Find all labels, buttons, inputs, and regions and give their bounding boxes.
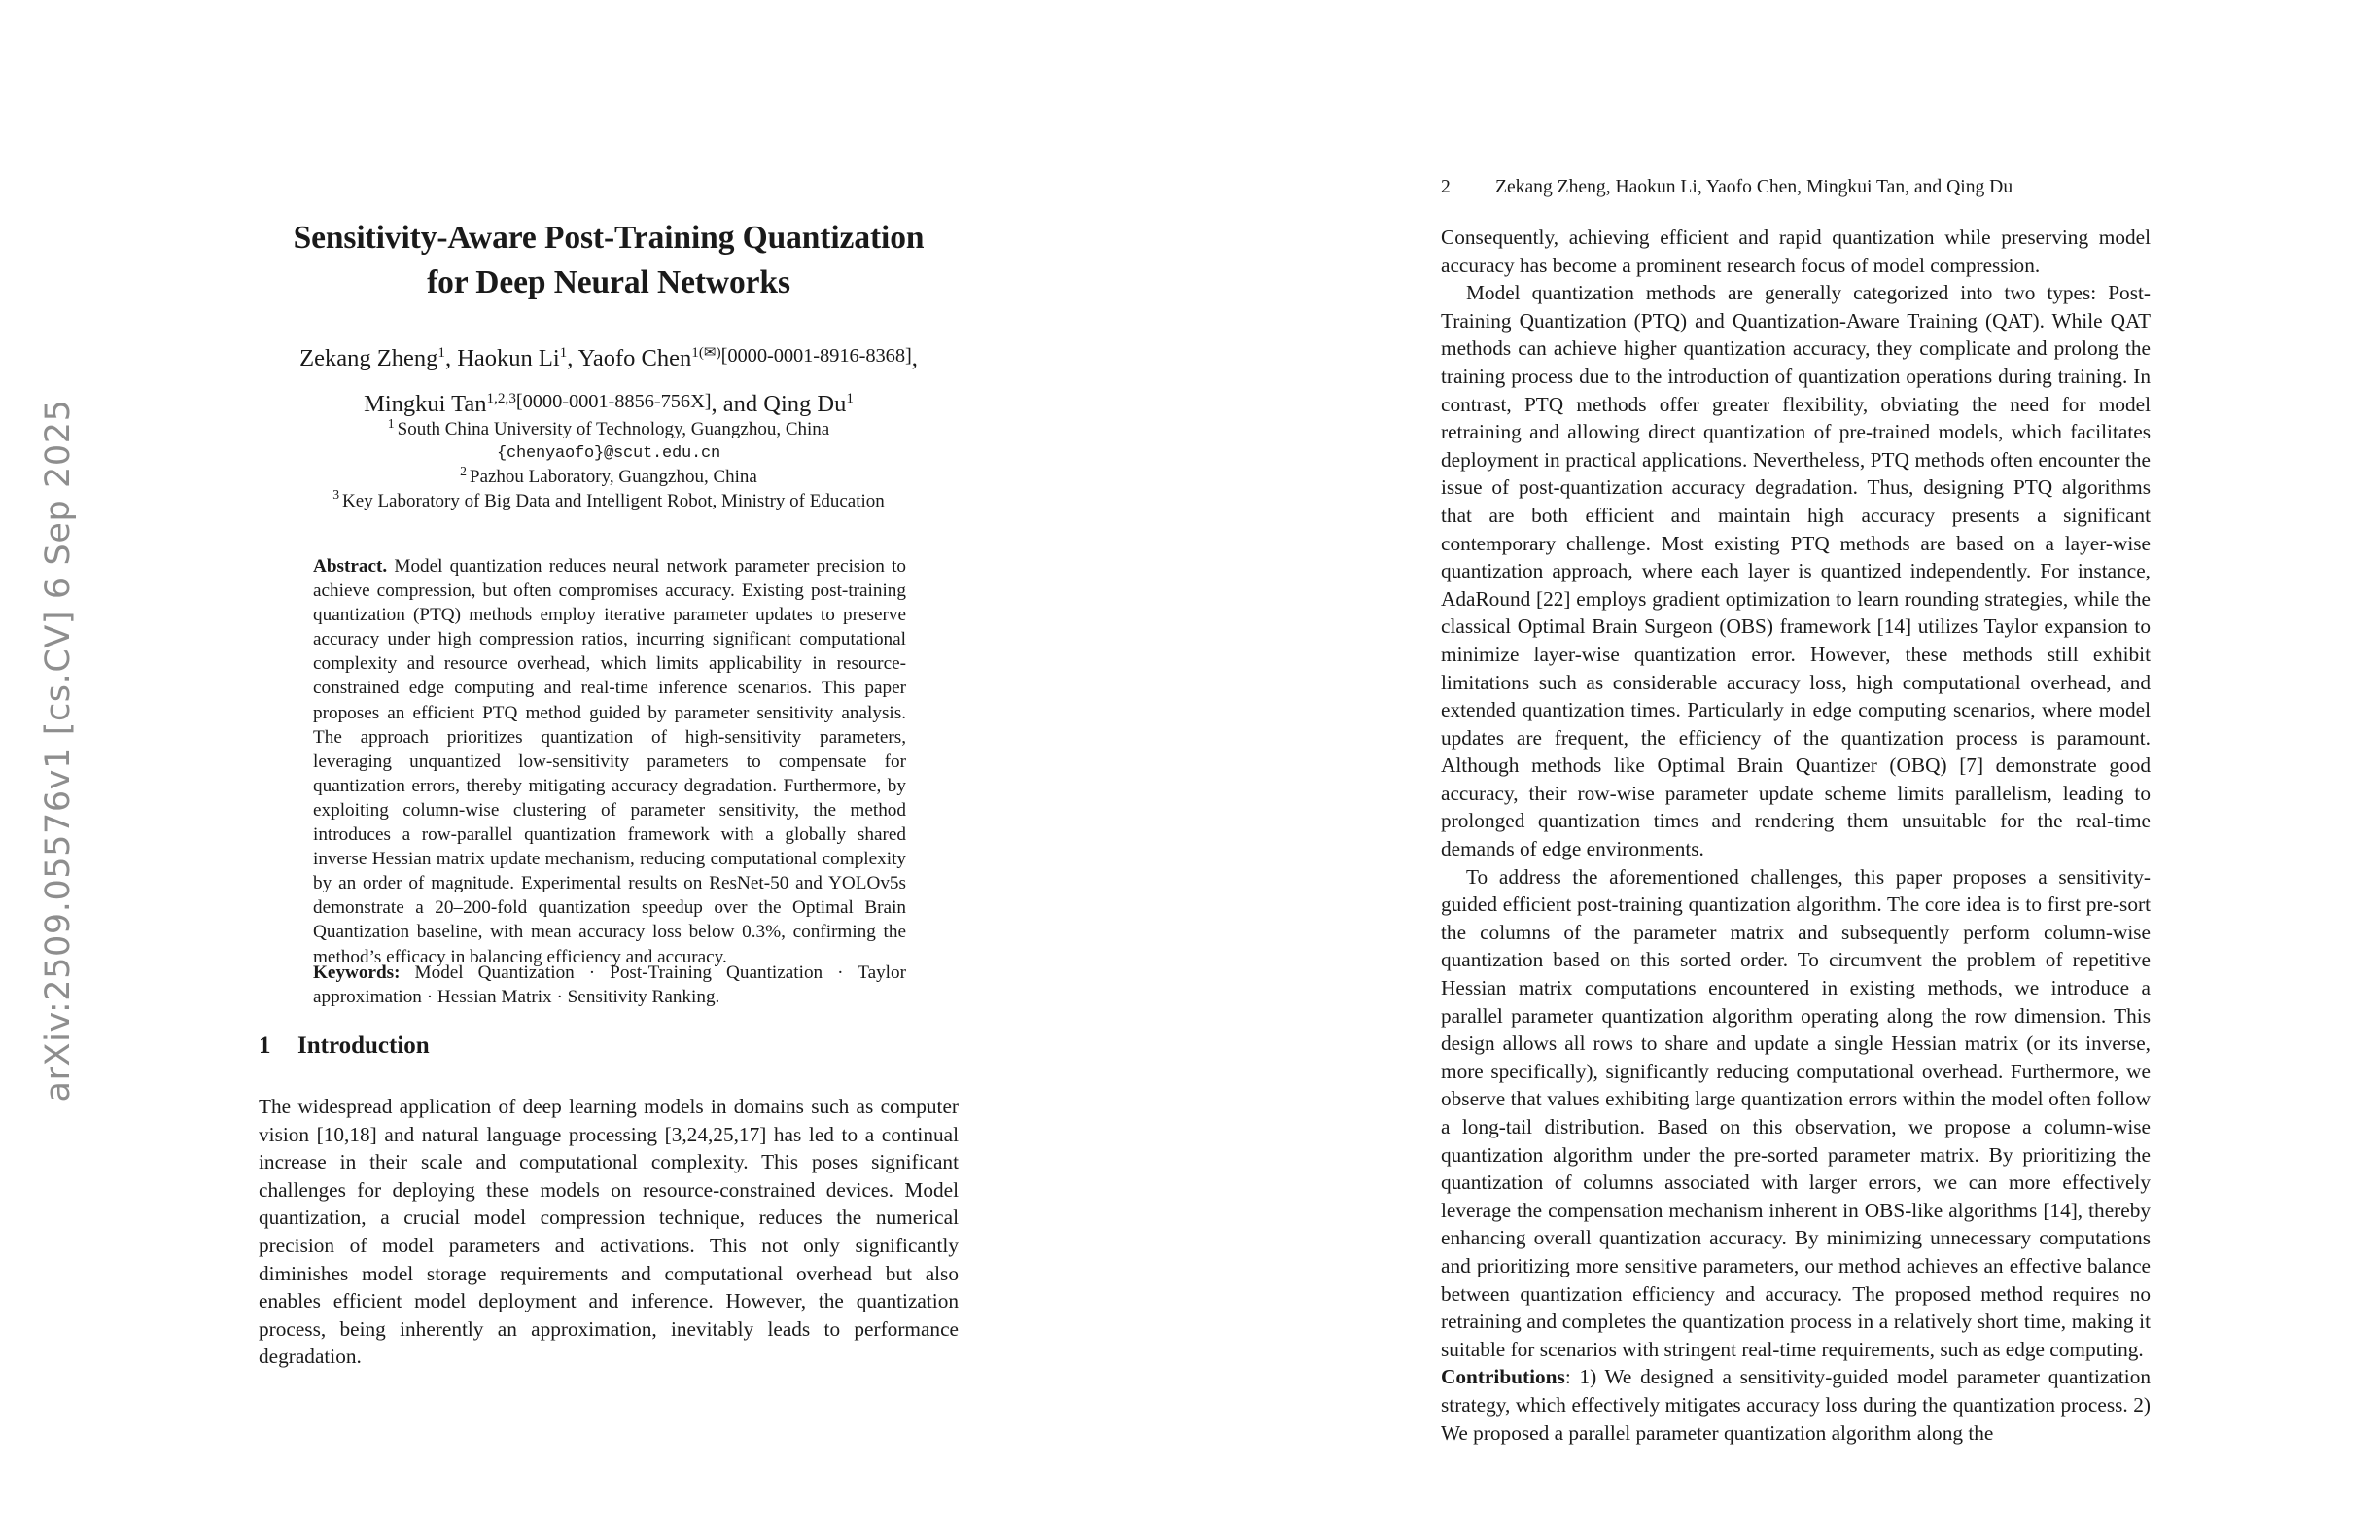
contributions-label: Contributions — [1441, 1365, 1565, 1389]
introduction-body — [259, 1093, 959, 1371]
affiliation-1-text: South China University of Technology, Guangzhou, China — [397, 419, 830, 439]
arxiv-stamp-text: arXiv:2509.05576v1 [cs.CV] 6 Sep 2025 — [39, 399, 78, 1102]
affiliation-1-marker: 1 — [387, 415, 395, 431]
right-column — [1441, 0, 2151, 1540]
title-line-1: Sensitivity-Aware Post-Training Quantization — [293, 220, 925, 256]
author-4-name: Mingkui Tan — [364, 391, 487, 417]
contact-email: {chenyaofo}@scut.edu.cn — [496, 443, 721, 463]
author-sep-3: , — [911, 345, 918, 371]
running-head-authors: Zekang Zheng, Haokun Li, Yaofo Chen, Mingkui Tan, and Qing Du — [1495, 177, 2013, 197]
affiliation-1 — [259, 415, 959, 442]
page-number: 2 — [1441, 177, 1451, 197]
right-paragraph-2: Model quantization methods are generally categorized into two types: Post-Training Quantization (PTQ) and Quantization-Aware Training (QAT). While QAT methods can achieve higher quantization accuracy, they complicate and prolong the training process due to the introduction of quantization operations during training. In contrast, PTQ methods offer greater flexibility, obviating the need for model retraining and allowing direct quantization of pre-trained models, which facilitates deployment in practical applications. Nevertheless, PTQ methods often encounter the issue of post-quantization accuracy degradation. Thus, designing PTQ algorithms that are both efficient and maintain high accuracy presents a significant contemporary challenge. Most existing PTQ methods are based on a layer-wise quantization approach, where each layer is quantized independently. For instance, AdaRound [22] employs gradient optimization to learn rounding strategies, while the classical Optimal Brain Surgeon (OBS) framework [14] utilizes Taylor expansion to minimize layer-wise quantization error. However, these methods still exhibit limitations such as considerable accuracy loss, high computational overhead, and extended quantization times. Particularly in edge computing scenarios, where model updates are frequent, the efficiency of the quantization process is paramount. Although methods like Optimal Brain Quantizer (OBQ) [7] demonstrate good accuracy, their row-wise parameter update scheme limits parallelism, leading to prolonged quantization times and rendering them unsuitable for the real-time demands of edge environments. — [1441, 281, 2151, 861]
author-4-orcid: [0000-0001-8856-756X] — [515, 391, 712, 412]
affiliation-2-marker: 2 — [460, 463, 467, 478]
author-3-name: Yaofo Chen — [578, 345, 692, 371]
author-5-name: Qing Du — [763, 391, 847, 417]
author-1-affil-marker: 1 — [438, 343, 445, 361]
abstract-text: Model quantization reduces neural network parameter precision to achieve compression, but often compromises accuracy. Existing post-training quantization (PTQ) methods employ iterative parameter updates to preserve accuracy under high compression ratios, incurring significant computational complexity and resource overhead, which limits applicability in resource-constrained edge computing and real-time inference scenarios. This paper proposes an efficient PTQ method guided by parameter sensitivity analysis. The approach prioritizes quantization of high-sensitivity parameters, leveraging unquantized low-sensitivity parameters to compensate for quantization errors, thereby mitigating accuracy degradation. Furthermore, by exploiting column-wise clustering of parameter sensitivity, the method introduces a row-parallel quantization framework with a globally shared inverse Hessian matrix update mechanism, reducing computational complexity by an order of magnitude. Experimental results on ResNet-50 and YOLOv5s demonstrate a 20–200-fold quantization speedup over the Optimal Brain Quantization baseline, with mean accuracy loss below 0.3%, confirming the method’s efficacy in balancing efficiency and accuracy. — [313, 556, 906, 967]
right-column-body — [1441, 224, 2151, 1447]
affiliation-3-text: Key Laboratory of Big Data and Intelligent Robot, Ministry of Education — [342, 490, 885, 511]
section-heading-introduction — [259, 1032, 959, 1060]
right-paragraph-1: Consequently, achieving efficient and rapid quantization while preserving model accuracy has become a prominent research focus of model compression. — [1441, 226, 2151, 277]
contributions-paragraph — [1441, 1363, 2151, 1447]
paper-title — [259, 216, 959, 305]
author-2-name: Haokun Li — [457, 345, 560, 371]
keywords-section — [313, 961, 906, 1009]
intro-paragraph-1: The widespread application of deep learning models in domains such as computer vision [10,18] and natural language processing [3,24,25,17] has led to a continual increase in their scale and computational complexity. This poses significant challenges for deploying these models on resource-constrained devices. Model quantization, a crucial model compression technique, reduces the numerical precision of model parameters and activations. This not only significantly diminishes model storage requirements and computational overhead but also enables efficient model deployment and inference. However, the quantization process, being inherently an approximation, inevitably leads to performance degradation. — [259, 1095, 959, 1369]
author-1-name: Zekang Zheng — [299, 345, 438, 371]
author-connector: , and — [711, 391, 764, 417]
author-sep-2: , — [567, 345, 578, 371]
affiliation-2 — [259, 463, 959, 490]
arxiv-stamp — [0, 0, 117, 1540]
corresponding-author-envelope-icon: (✉) — [698, 343, 721, 361]
running-head — [1441, 177, 2151, 198]
affiliation-3-marker: 3 — [332, 487, 340, 503]
contributions-text: : 1) We designed a sensitivity-guided model parameter quantization strategy, which effectively mitigates accuracy loss during the quantization process. 2) We proposed a parallel parameter quantization algorithm along the — [1441, 1365, 2151, 1445]
left-column — [259, 0, 959, 1540]
author-4-affil-marker: 1,2,3 — [486, 389, 516, 406]
affiliation-2-text: Pazhou Laboratory, Guangzhou, China — [470, 467, 757, 487]
keywords-label: Keywords: — [313, 962, 401, 983]
author-sep-1: , — [444, 345, 458, 371]
right-paragraph-3: To address the aforementioned challenges, this paper proposes a sensitivity-guided efficient post-training quantization algorithm. The core idea is to first pre-sort the columns of the parameter matrix and subsequently perform column-wise quantization based on this sorted order. To circumvent the problem of repetitive Hessian matrix computations encountered in existing methods, we introduce a parallel parameter quantization algorithm operating along the row dimension. This design allows all rows to share and update a single Hessian matrix (or its inverse, more specifically), significantly reducing computational overhead. Furthermore, we observe that values exhibiting large quantization errors within the model often follow a long-tail distribution. Based on this observation, we propose a column-wise quantization algorithm under the pre-sorted parameter matrix. By prioritizing the quantization of columns associated with larger errors, we can more effectively leverage the compensation mechanism inherent in OBS-like algorithms [14], thereby enhancing overall quantization accuracy. By minimizing unnecessary computations and prioritizing more sensitive parameters, our method achieves an effective balance between quantization efficiency and accuracy. The proposed method requires no retraining and completes the quantization process in a relatively short time, making it suitable for scenarios with stringent real-time requirements, such as edge computing. — [1441, 864, 2151, 1361]
author-list — [259, 334, 959, 426]
abstract-section — [313, 554, 906, 969]
keywords-text: Model Quantization · Post-Training Quantization · Taylor approximation · Hessian Matrix · Sensitivity Ranking. — [313, 962, 907, 1008]
abstract-label: Abstract. — [313, 556, 388, 577]
author-2-affil-marker: 1 — [559, 343, 568, 361]
title-line-2: for Deep Neural Networks — [427, 264, 790, 300]
author-3-orcid: [0000-0001-8916-8368] — [720, 345, 912, 367]
author-5-affil-marker: 1 — [846, 389, 854, 406]
section-title: Introduction — [298, 1032, 430, 1059]
affiliation-list — [259, 415, 959, 513]
author-3-affil-marker: 1 — [691, 343, 699, 361]
section-number: 1 — [259, 1032, 271, 1059]
affiliation-3 — [259, 487, 959, 514]
